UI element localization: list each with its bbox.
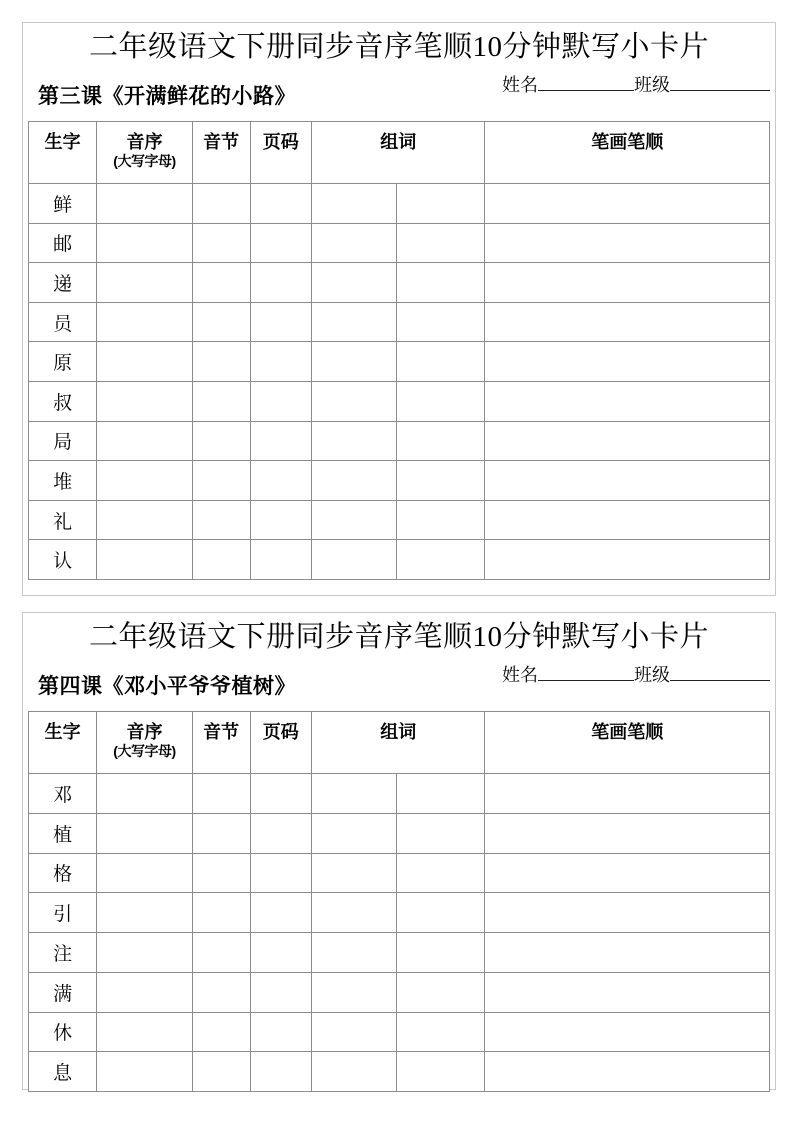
strokes-cell xyxy=(485,933,770,973)
header-initial-label: 音序 xyxy=(126,132,163,152)
word-cell-2 xyxy=(397,972,485,1012)
initial-cell xyxy=(97,813,193,853)
word-cell-2 xyxy=(397,540,485,580)
strokes-cell xyxy=(485,1052,770,1092)
char-cell: 礼 xyxy=(29,500,97,540)
lesson-title: 第四课《邓小平爷爷植树》 xyxy=(38,675,296,698)
table-row xyxy=(29,774,770,814)
page-cell xyxy=(250,933,312,973)
syllable-cell xyxy=(192,263,250,303)
vocab-table xyxy=(28,711,770,1092)
strokes-cell xyxy=(485,302,770,342)
header-initial-note: (大写字母) xyxy=(113,743,176,759)
initial-cell xyxy=(97,540,193,580)
header-row xyxy=(29,122,770,184)
header-page: 页码 xyxy=(250,122,312,184)
name-class-line xyxy=(502,660,770,688)
char-cell: 员 xyxy=(29,302,97,342)
word-cell-2 xyxy=(397,184,485,224)
syllable-cell xyxy=(192,421,250,461)
word-cell-1 xyxy=(312,893,397,933)
page-cell xyxy=(250,184,312,224)
initial-cell xyxy=(97,342,193,382)
strokes-cell xyxy=(485,1012,770,1052)
name-label: 姓名 xyxy=(502,75,538,95)
page-cell xyxy=(250,302,312,342)
strokes-cell xyxy=(485,893,770,933)
table-row xyxy=(29,263,770,303)
strokes-cell xyxy=(485,461,770,501)
word-cell-1 xyxy=(312,1012,397,1052)
vocab-table xyxy=(28,121,770,580)
word-cell-1 xyxy=(312,933,397,973)
page-cell xyxy=(250,1012,312,1052)
char-cell: 注 xyxy=(29,933,97,973)
table-row xyxy=(29,302,770,342)
strokes-cell xyxy=(485,381,770,421)
name-blank-line xyxy=(538,70,634,91)
char-cell: 邓 xyxy=(29,774,97,814)
char-cell: 满 xyxy=(29,972,97,1012)
syllable-cell xyxy=(192,302,250,342)
worksheet-card-lesson4 xyxy=(22,612,776,1090)
syllable-cell xyxy=(192,933,250,973)
lesson-title: 第三课《开满鲜花的小路》 xyxy=(38,85,296,108)
table-row xyxy=(29,813,770,853)
strokes-cell xyxy=(485,813,770,853)
char-cell: 认 xyxy=(29,540,97,580)
initial-cell xyxy=(97,893,193,933)
header-initial-label: 音序 xyxy=(126,722,163,742)
page-cell xyxy=(250,813,312,853)
table-row xyxy=(29,223,770,263)
table-row xyxy=(29,933,770,973)
initial-cell xyxy=(97,263,193,303)
page-cell xyxy=(250,853,312,893)
strokes-cell xyxy=(485,342,770,382)
page-cell xyxy=(250,381,312,421)
initial-cell xyxy=(97,461,193,501)
table-row xyxy=(29,853,770,893)
word-cell-2 xyxy=(397,381,485,421)
header-char: 生字 xyxy=(29,712,97,774)
char-cell: 堆 xyxy=(29,461,97,501)
header-page: 页码 xyxy=(250,712,312,774)
char-cell: 格 xyxy=(29,853,97,893)
word-cell-1 xyxy=(312,184,397,224)
syllable-cell xyxy=(192,893,250,933)
initial-cell xyxy=(97,933,193,973)
worksheet-card-lesson3 xyxy=(22,22,776,596)
strokes-cell xyxy=(485,774,770,814)
page-cell xyxy=(250,263,312,303)
syllable-cell xyxy=(192,972,250,1012)
char-cell: 引 xyxy=(29,893,97,933)
word-cell-2 xyxy=(397,342,485,382)
word-cell-2 xyxy=(397,774,485,814)
page-cell xyxy=(250,223,312,263)
class-blank-line xyxy=(670,70,770,91)
table-row xyxy=(29,540,770,580)
strokes-cell xyxy=(485,263,770,303)
card-title: 二年级语文下册同步音序笔顺10分钟默写小卡片 xyxy=(88,31,709,63)
header-initial xyxy=(97,122,193,184)
initial-cell xyxy=(97,853,193,893)
name-blank-line xyxy=(538,660,634,681)
strokes-cell xyxy=(485,223,770,263)
char-cell: 鲜 xyxy=(29,184,97,224)
word-cell-1 xyxy=(312,223,397,263)
page-cell xyxy=(250,342,312,382)
initial-cell xyxy=(97,1052,193,1092)
word-cell-2 xyxy=(397,893,485,933)
page-cell xyxy=(250,893,312,933)
word-cell-2 xyxy=(397,263,485,303)
char-cell: 叔 xyxy=(29,381,97,421)
syllable-cell xyxy=(192,381,250,421)
word-cell-1 xyxy=(312,500,397,540)
char-cell: 局 xyxy=(29,421,97,461)
syllable-cell xyxy=(192,540,250,580)
header-words: 组词 xyxy=(312,712,485,774)
syllable-cell xyxy=(192,774,250,814)
word-cell-1 xyxy=(312,461,397,501)
syllable-cell xyxy=(192,461,250,501)
table-row xyxy=(29,342,770,382)
page-cell xyxy=(250,972,312,1012)
word-cell-1 xyxy=(312,1052,397,1092)
page-cell xyxy=(250,1052,312,1092)
word-cell-1 xyxy=(312,972,397,1012)
word-cell-2 xyxy=(397,461,485,501)
header-strokes: 笔画笔顺 xyxy=(485,122,770,184)
header-row xyxy=(29,712,770,774)
strokes-cell xyxy=(485,853,770,893)
char-cell: 原 xyxy=(29,342,97,382)
page-cell xyxy=(250,500,312,540)
word-cell-2 xyxy=(397,223,485,263)
header-strokes: 笔画笔顺 xyxy=(485,712,770,774)
word-cell-1 xyxy=(312,813,397,853)
word-cell-1 xyxy=(312,540,397,580)
table-row xyxy=(29,184,770,224)
table-row xyxy=(29,893,770,933)
word-cell-1 xyxy=(312,421,397,461)
table-row xyxy=(29,381,770,421)
syllable-cell xyxy=(192,184,250,224)
table-row xyxy=(29,1012,770,1052)
class-blank-line xyxy=(670,660,770,681)
initial-cell xyxy=(97,421,193,461)
syllable-cell xyxy=(192,223,250,263)
char-cell: 递 xyxy=(29,263,97,303)
word-cell-2 xyxy=(397,813,485,853)
char-cell: 邮 xyxy=(29,223,97,263)
card-title: 二年级语文下册同步音序笔顺10分钟默写小卡片 xyxy=(88,621,709,653)
syllable-cell xyxy=(192,1052,250,1092)
initial-cell xyxy=(97,381,193,421)
syllable-cell xyxy=(192,342,250,382)
initial-cell xyxy=(97,302,193,342)
header-char: 生字 xyxy=(29,122,97,184)
word-cell-1 xyxy=(312,774,397,814)
word-cell-2 xyxy=(397,302,485,342)
initial-cell xyxy=(97,500,193,540)
word-cell-2 xyxy=(397,933,485,973)
syllable-cell xyxy=(192,1012,250,1052)
char-cell: 休 xyxy=(29,1012,97,1052)
header-initial xyxy=(97,712,193,774)
word-cell-2 xyxy=(397,1012,485,1052)
page-cell xyxy=(250,461,312,501)
header-syllable: 音节 xyxy=(192,122,250,184)
syllable-cell xyxy=(192,500,250,540)
page-cell xyxy=(250,540,312,580)
table-row xyxy=(29,1052,770,1092)
word-cell-1 xyxy=(312,853,397,893)
word-cell-2 xyxy=(397,1052,485,1092)
word-cell-1 xyxy=(312,302,397,342)
page-cell xyxy=(250,421,312,461)
table-row xyxy=(29,972,770,1012)
page-cell xyxy=(250,774,312,814)
strokes-cell xyxy=(485,421,770,461)
table-row xyxy=(29,500,770,540)
header-initial-note: (大写字母) xyxy=(113,153,176,169)
char-cell: 息 xyxy=(29,1052,97,1092)
initial-cell xyxy=(97,774,193,814)
word-cell-1 xyxy=(312,342,397,382)
strokes-cell xyxy=(485,500,770,540)
name-class-line xyxy=(502,70,770,98)
char-cell: 植 xyxy=(29,813,97,853)
name-label: 姓名 xyxy=(502,665,538,685)
strokes-cell xyxy=(485,540,770,580)
table-row xyxy=(29,461,770,501)
word-cell-2 xyxy=(397,421,485,461)
syllable-cell xyxy=(192,853,250,893)
header-syllable: 音节 xyxy=(192,712,250,774)
word-cell-1 xyxy=(312,381,397,421)
class-label: 班级 xyxy=(634,75,670,95)
initial-cell xyxy=(97,1012,193,1052)
word-cell-2 xyxy=(397,500,485,540)
initial-cell xyxy=(97,223,193,263)
class-label: 班级 xyxy=(634,665,670,685)
initial-cell xyxy=(97,972,193,1012)
initial-cell xyxy=(97,184,193,224)
header-words: 组词 xyxy=(312,122,485,184)
strokes-cell xyxy=(485,972,770,1012)
word-cell-1 xyxy=(312,263,397,303)
table-row xyxy=(29,421,770,461)
syllable-cell xyxy=(192,813,250,853)
strokes-cell xyxy=(485,184,770,224)
word-cell-2 xyxy=(397,853,485,893)
